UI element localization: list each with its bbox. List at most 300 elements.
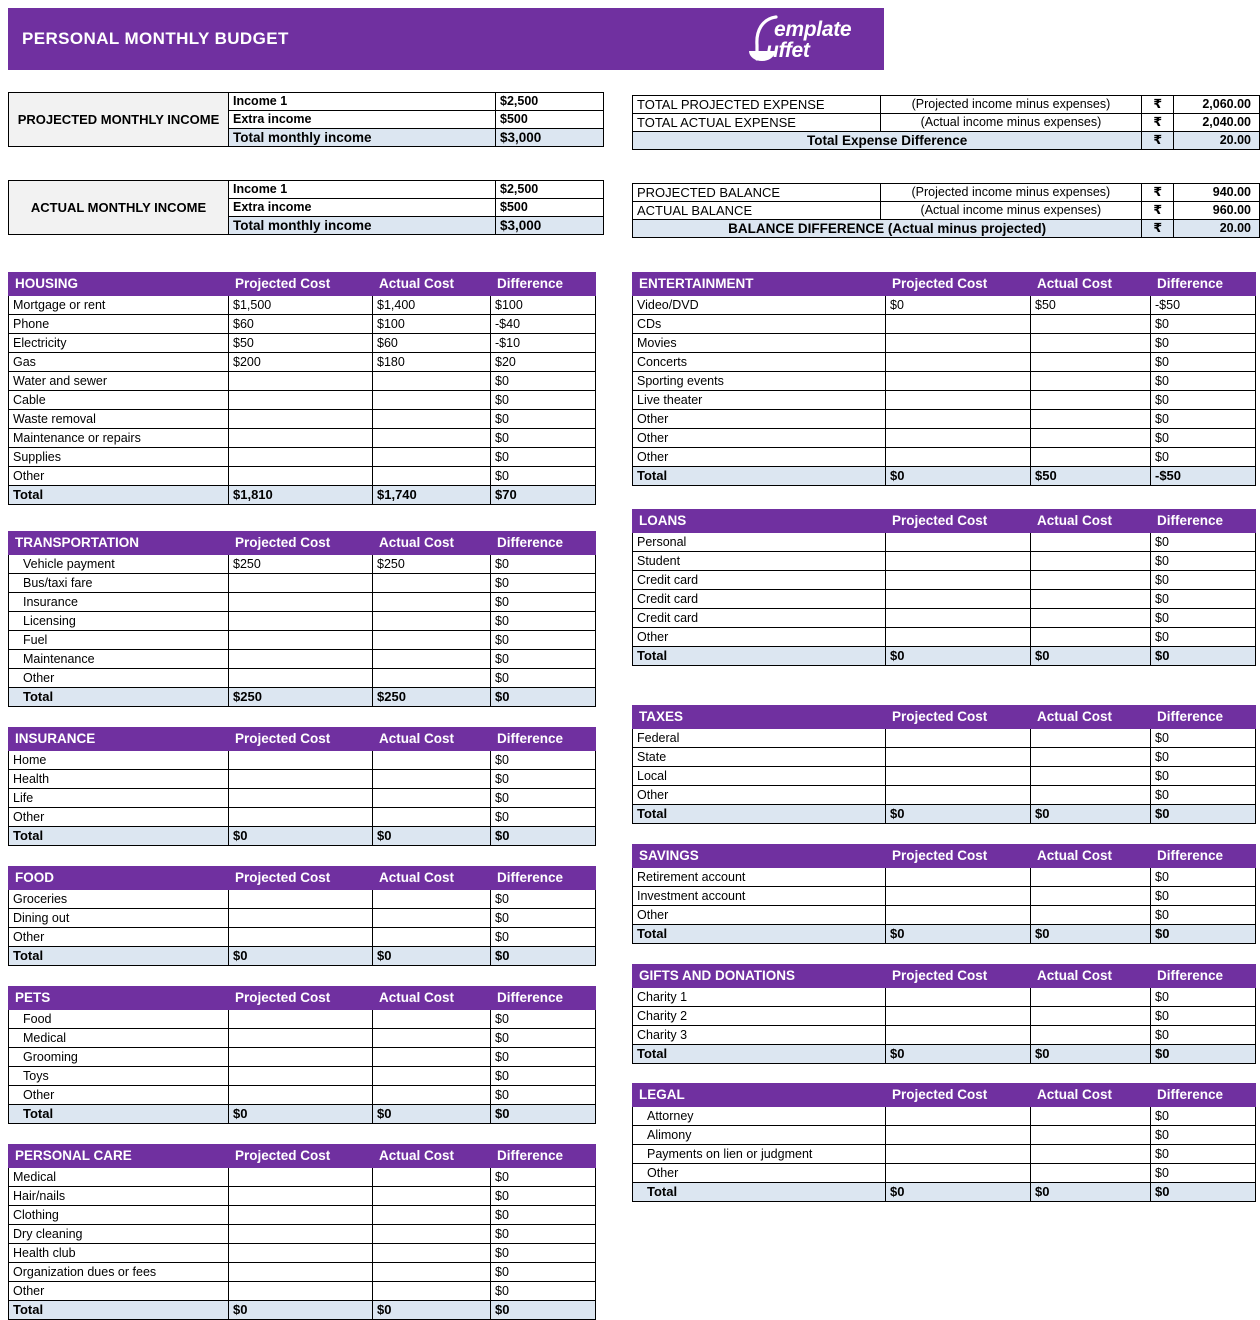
projected-cost-cell[interactable] [229, 448, 373, 467]
income-item-label[interactable]: Income 1 [229, 93, 496, 111]
difference-cell[interactable]: $0 [1151, 1107, 1256, 1126]
expense-item-label[interactable]: Other [633, 1164, 886, 1183]
difference-cell[interactable]: $0 [491, 890, 596, 909]
actual-cost-cell[interactable] [1031, 372, 1151, 391]
projected-cost-cell[interactable] [886, 906, 1031, 925]
expense-item-label[interactable]: Other [633, 906, 886, 925]
expense-item-label[interactable]: Other [9, 669, 229, 688]
projected-cost-cell[interactable] [886, 887, 1031, 906]
actual-cost-cell[interactable] [1031, 1145, 1151, 1164]
difference-cell[interactable]: $0 [491, 391, 596, 410]
difference-cell[interactable]: $0 [1151, 353, 1256, 372]
actual-cost-cell[interactable] [373, 1010, 491, 1029]
expense-item-label[interactable]: Hair/nails [9, 1187, 229, 1206]
actual-cost-cell[interactable] [1031, 729, 1151, 748]
difference-cell[interactable]: $0 [1151, 590, 1256, 609]
expense-item-label[interactable]: Federal [633, 729, 886, 748]
projected-cost-cell[interactable] [229, 574, 373, 593]
expense-item-label[interactable]: Electricity [9, 334, 229, 353]
table-row [633, 1145, 1256, 1164]
difference-cell[interactable]: $0 [1151, 748, 1256, 767]
projected-cost-cell[interactable] [229, 631, 373, 650]
difference-cell[interactable]: $0 [491, 928, 596, 947]
projected-cost-cell[interactable] [229, 1244, 373, 1263]
difference-cell[interactable]: -$50 [1151, 296, 1256, 315]
expense-item-label[interactable]: Supplies [9, 448, 229, 467]
projected-cost-cell[interactable] [886, 552, 1031, 571]
actual-cost-cell[interactable] [373, 808, 491, 827]
actual-cost-cell[interactable] [1031, 1007, 1151, 1026]
actual-cost-cell[interactable] [1031, 988, 1151, 1007]
expense-item-label[interactable]: Charity 3 [633, 1026, 886, 1045]
expense-item-label[interactable]: Other [9, 928, 229, 947]
projected-cost-cell[interactable] [886, 590, 1031, 609]
difference-cell[interactable]: $0 [491, 410, 596, 429]
expense-item-label[interactable]: Student [633, 552, 886, 571]
expense-item-label[interactable]: Insurance [9, 593, 229, 612]
expense-item-label[interactable]: Bus/taxi fare [9, 574, 229, 593]
expense-item-label[interactable]: Credit card [633, 571, 886, 590]
income-item-label[interactable]: Total monthly income [229, 217, 496, 235]
difference-cell[interactable]: $0 [491, 1067, 596, 1086]
expense-item-label[interactable]: Health club [9, 1244, 229, 1263]
projected-cost-cell[interactable] [886, 372, 1031, 391]
actual-cost-cell[interactable] [373, 391, 491, 410]
actual-cost-cell[interactable] [1031, 1026, 1151, 1045]
difference-cell[interactable]: $0 [491, 612, 596, 631]
difference-cell[interactable]: $0 [491, 555, 596, 574]
actual-cost-cell[interactable] [373, 1168, 491, 1187]
projected-cost-cell[interactable] [229, 1067, 373, 1086]
summary-highlight-amount[interactable]: 20.00 [1174, 220, 1260, 238]
difference-cell[interactable]: $0 [1151, 429, 1256, 448]
actual-cost-cell[interactable] [1031, 1107, 1151, 1126]
projected-cost-cell[interactable] [886, 391, 1031, 410]
projected-cost-cell[interactable] [886, 628, 1031, 647]
actual-cost-cell[interactable] [1031, 429, 1151, 448]
total-row [633, 805, 1256, 824]
expense-item-label[interactable]: Investment account [633, 887, 886, 906]
projected-cost-cell[interactable] [886, 448, 1031, 467]
projected-cost-cell[interactable] [886, 786, 1031, 805]
actual-cost-cell[interactable] [373, 631, 491, 650]
expense-item-label[interactable]: Vehicle payment [9, 555, 229, 574]
actual-cost-cell[interactable] [1031, 552, 1151, 571]
projected-cost-cell[interactable] [886, 748, 1031, 767]
projected-cost-cell[interactable] [886, 1026, 1031, 1045]
expense-item-label[interactable]: Live theater [633, 391, 886, 410]
projected-cost-cell[interactable] [229, 650, 373, 669]
actual-cost-cell[interactable] [373, 751, 491, 770]
expense-item-label[interactable]: Other [633, 786, 886, 805]
difference-cell[interactable]: $0 [491, 593, 596, 612]
actual-cost-cell[interactable] [1031, 1164, 1151, 1183]
projected-cost-cell[interactable] [229, 1187, 373, 1206]
difference-cell[interactable]: $0 [1151, 767, 1256, 786]
difference-cell[interactable]: $0 [1151, 1026, 1256, 1045]
difference-cell[interactable]: $0 [491, 1010, 596, 1029]
table-row [9, 555, 596, 574]
difference-cell[interactable]: $0 [1151, 786, 1256, 805]
projected-cost-cell[interactable] [229, 1168, 373, 1187]
actual-cost-cell[interactable] [1031, 609, 1151, 628]
projected-cost-cell[interactable] [229, 1282, 373, 1301]
expense-item-label[interactable]: Groceries [9, 890, 229, 909]
difference-cell[interactable]: $0 [1151, 552, 1256, 571]
difference-cell[interactable]: $0 [1151, 1126, 1256, 1145]
difference-cell[interactable]: -$40 [491, 315, 596, 334]
expense-item-label[interactable]: Other [633, 628, 886, 647]
expense-item-label[interactable]: Other [633, 410, 886, 429]
projected-cost-cell[interactable]: $1,500 [229, 296, 373, 315]
difference-cell[interactable]: $0 [1151, 410, 1256, 429]
difference-cell[interactable]: $0 [491, 751, 596, 770]
currency-symbol: ₹ [1142, 132, 1174, 150]
actual-cost-cell[interactable] [373, 1086, 491, 1105]
actual-cost-cell[interactable] [1031, 410, 1151, 429]
difference-cell[interactable]: $0 [491, 1187, 596, 1206]
difference-cell[interactable]: $0 [1151, 729, 1256, 748]
difference-cell[interactable]: $0 [1151, 988, 1256, 1007]
difference-cell[interactable]: $0 [491, 789, 596, 808]
expense-item-label[interactable]: Other [9, 1086, 229, 1105]
difference-cell[interactable]: $0 [491, 372, 596, 391]
actual-cost-cell[interactable] [1031, 334, 1151, 353]
actual-cost-cell[interactable] [373, 1263, 491, 1282]
column-header-projected: Projected Cost [886, 706, 1031, 729]
actual-cost-cell[interactable]: $1,400 [373, 296, 491, 315]
table-row [633, 748, 1256, 767]
expense-item-label[interactable]: Sporting events [633, 372, 886, 391]
difference-cell[interactable]: $0 [1151, 391, 1256, 410]
expense-item-label[interactable]: Other [9, 1282, 229, 1301]
actual-cost-cell[interactable] [373, 467, 491, 486]
actual-cost-cell[interactable] [373, 1067, 491, 1086]
projected-cost-cell[interactable] [886, 609, 1031, 628]
difference-cell[interactable]: $0 [491, 770, 596, 789]
expense-item-label[interactable]: Alimony [633, 1126, 886, 1145]
difference-cell[interactable]: $0 [1151, 1145, 1256, 1164]
difference-cell[interactable]: $20 [491, 353, 596, 372]
projected-cost-cell[interactable]: $60 [229, 315, 373, 334]
difference-cell[interactable]: $0 [491, 1225, 596, 1244]
expense-item-label[interactable]: Waste removal [9, 410, 229, 429]
income-item-value[interactable]: $3,000 [496, 129, 604, 147]
summary-row-amount[interactable]: 940.00 [1174, 184, 1260, 202]
expense-item-label[interactable]: Other [633, 429, 886, 448]
income-item-value[interactable]: $500 [496, 199, 604, 217]
summary-highlight-amount[interactable]: 20.00 [1174, 132, 1260, 150]
difference-cell[interactable]: $0 [1151, 868, 1256, 887]
expense-item-label[interactable]: Concerts [633, 353, 886, 372]
income-item-value[interactable]: $500 [496, 111, 604, 129]
summary-row-amount[interactable]: 2,040.00 [1174, 114, 1260, 132]
difference-cell[interactable]: $0 [491, 1263, 596, 1282]
projected-cost-cell[interactable] [229, 612, 373, 631]
projected-cost-cell[interactable] [229, 467, 373, 486]
projected-cost-cell[interactable] [229, 391, 373, 410]
actual-cost-cell[interactable] [373, 928, 491, 947]
table-row [9, 410, 596, 429]
expense-item-label[interactable]: Water and sewer [9, 372, 229, 391]
actual-cost-cell[interactable] [1031, 748, 1151, 767]
projected-cost-cell[interactable] [229, 751, 373, 770]
difference-cell[interactable]: $0 [491, 448, 596, 467]
actual-cost-cell[interactable] [1031, 533, 1151, 552]
expense-item-label[interactable]: Maintenance [9, 650, 229, 669]
actual-cost-cell[interactable] [373, 612, 491, 631]
difference-cell[interactable]: $0 [491, 429, 596, 448]
difference-cell[interactable]: $0 [491, 1086, 596, 1105]
income-item-value[interactable]: $2,500 [496, 93, 604, 111]
actual-cost-cell[interactable] [373, 890, 491, 909]
projected-cost-cell[interactable]: $200 [229, 353, 373, 372]
actual-cost-cell[interactable] [1031, 1126, 1151, 1145]
projected-cost-cell[interactable] [229, 1048, 373, 1067]
actual-cost-cell[interactable] [373, 1206, 491, 1225]
projected-cost-cell[interactable] [229, 669, 373, 688]
difference-cell[interactable]: $0 [1151, 315, 1256, 334]
expense-item-label[interactable]: Health [9, 770, 229, 789]
expense-item-label[interactable]: Clothing [9, 1206, 229, 1225]
projected-cost-cell[interactable] [229, 593, 373, 612]
column-header-difference: Difference [491, 532, 596, 555]
actual-cost-cell[interactable] [373, 770, 491, 789]
projected-cost-cell[interactable] [229, 1225, 373, 1244]
summary-row-amount[interactable]: 2,060.00 [1174, 96, 1260, 114]
actual-cost-cell[interactable] [373, 1187, 491, 1206]
actual-cost-cell[interactable] [1031, 571, 1151, 590]
projected-cost-cell[interactable] [886, 353, 1031, 372]
projected-cost-cell[interactable] [229, 372, 373, 391]
actual-cost-cell[interactable] [1031, 906, 1151, 925]
difference-cell[interactable]: $0 [491, 1206, 596, 1225]
income-item-label[interactable]: Extra income [229, 199, 496, 217]
actual-cost-cell[interactable] [373, 1029, 491, 1048]
actual-cost-cell[interactable]: $250 [373, 555, 491, 574]
actual-cost-cell[interactable] [373, 372, 491, 391]
actual-cost-cell[interactable] [373, 1048, 491, 1067]
table-row [633, 571, 1256, 590]
difference-cell[interactable]: $0 [491, 1168, 596, 1187]
actual-cost-cell[interactable] [1031, 767, 1151, 786]
projected-cost-cell[interactable] [229, 789, 373, 808]
expense-item-label[interactable]: Life [9, 789, 229, 808]
actual-cost-cell[interactable] [1031, 315, 1151, 334]
expense-item-label[interactable]: Gas [9, 353, 229, 372]
income-item-value[interactable]: $2,500 [496, 181, 604, 199]
actual-cost-cell[interactable] [1031, 353, 1151, 372]
total-difference: $0 [491, 947, 596, 966]
actual-cost-cell[interactable] [373, 448, 491, 467]
income-item-label[interactable]: Income 1 [229, 181, 496, 199]
projected-cost-cell[interactable] [886, 1007, 1031, 1026]
actual-cost-cell[interactable] [373, 650, 491, 669]
projected-cost-cell[interactable] [886, 1126, 1031, 1145]
difference-cell[interactable]: $0 [491, 467, 596, 486]
expense-item-label[interactable]: Other [9, 808, 229, 827]
expense-item-label[interactable]: Maintenance or repairs [9, 429, 229, 448]
expense-item-label[interactable]: Dining out [9, 909, 229, 928]
category-header-row [9, 532, 596, 555]
expense-item-label[interactable]: CDs [633, 315, 886, 334]
difference-cell[interactable]: $0 [1151, 609, 1256, 628]
difference-cell[interactable]: $0 [1151, 448, 1256, 467]
expense-item-label[interactable]: Cable [9, 391, 229, 410]
projected-cost-cell[interactable] [886, 315, 1031, 334]
expense-item-label[interactable]: Credit card [633, 590, 886, 609]
actual-cost-cell[interactable] [373, 909, 491, 928]
difference-cell[interactable]: -$10 [491, 334, 596, 353]
currency-symbol: ₹ [1142, 96, 1174, 114]
expense-item-label[interactable]: Other [9, 467, 229, 486]
projected-cost-cell[interactable] [886, 729, 1031, 748]
expense-item-label[interactable]: Mortgage or rent [9, 296, 229, 315]
projected-cost-cell[interactable] [886, 1145, 1031, 1164]
projected-cost-cell[interactable] [886, 334, 1031, 353]
actual-cost-cell[interactable] [1031, 590, 1151, 609]
category-title: ENTERTAINMENT [633, 273, 886, 296]
difference-cell[interactable]: $0 [491, 574, 596, 593]
income-item-label[interactable]: Extra income [229, 111, 496, 129]
difference-cell[interactable]: $0 [1151, 334, 1256, 353]
projected-cost-cell[interactable] [229, 410, 373, 429]
difference-cell[interactable]: $0 [491, 1048, 596, 1067]
expense-item-label[interactable]: Other [633, 448, 886, 467]
summary-row-amount[interactable]: 960.00 [1174, 202, 1260, 220]
projected-cost-cell[interactable] [886, 429, 1031, 448]
actual-cost-cell[interactable] [373, 429, 491, 448]
expense-item-label[interactable]: Phone [9, 315, 229, 334]
projected-cost-cell[interactable] [886, 988, 1031, 1007]
difference-cell[interactable]: $0 [491, 1244, 596, 1263]
projected-cost-cell[interactable] [229, 808, 373, 827]
difference-cell[interactable]: $100 [491, 296, 596, 315]
expense-item-label[interactable]: Organization dues or fees [9, 1263, 229, 1282]
expense-item-label[interactable]: Credit card [633, 609, 886, 628]
difference-cell[interactable]: $0 [491, 650, 596, 669]
expense-item-label[interactable]: Local [633, 767, 886, 786]
actual-cost-cell[interactable] [373, 410, 491, 429]
actual-cost-cell[interactable]: $180 [373, 353, 491, 372]
table-row [633, 906, 1256, 925]
difference-cell[interactable]: $0 [1151, 1007, 1256, 1026]
actual-cost-cell[interactable] [1031, 868, 1151, 887]
difference-cell[interactable]: $0 [491, 909, 596, 928]
difference-cell[interactable]: $0 [491, 669, 596, 688]
expense-item-label[interactable]: Charity 2 [633, 1007, 886, 1026]
income-item-value[interactable]: $3,000 [496, 217, 604, 235]
actual-cost-cell[interactable] [373, 1282, 491, 1301]
difference-cell[interactable]: $0 [1151, 906, 1256, 925]
expense-item-label[interactable]: Home [9, 751, 229, 770]
projected-cost-cell[interactable] [229, 1086, 373, 1105]
actual-cost-cell[interactable]: $100 [373, 315, 491, 334]
difference-cell[interactable]: $0 [491, 808, 596, 827]
expense-item-label[interactable]: Video/DVD [633, 296, 886, 315]
table-row [9, 1187, 596, 1206]
expense-item-label[interactable]: Medical [9, 1168, 229, 1187]
expense-item-label[interactable]: Movies [633, 334, 886, 353]
expense-item-label[interactable]: Payments on lien or judgment [633, 1145, 886, 1164]
actual-cost-cell[interactable] [373, 574, 491, 593]
actual-cost-cell[interactable]: $60 [373, 334, 491, 353]
difference-cell[interactable]: $0 [1151, 571, 1256, 590]
income-table [8, 180, 604, 235]
difference-cell[interactable]: $0 [1151, 887, 1256, 906]
projected-cost-cell[interactable] [886, 410, 1031, 429]
expense-item-label[interactable]: Toys [9, 1067, 229, 1086]
projected-cost-cell[interactable] [229, 429, 373, 448]
summary-row-name: ACTUAL BALANCE [633, 202, 881, 220]
table-row [9, 612, 596, 631]
actual-cost-cell[interactable] [373, 593, 491, 612]
expense-item-label[interactable]: Charity 1 [633, 988, 886, 1007]
difference-cell[interactable]: $0 [1151, 628, 1256, 647]
difference-cell[interactable]: $0 [1151, 372, 1256, 391]
expense-item-label[interactable]: State [633, 748, 886, 767]
projected-cost-cell[interactable] [886, 533, 1031, 552]
actual-cost-cell[interactable] [373, 1225, 491, 1244]
actual-cost-cell[interactable] [1031, 628, 1151, 647]
projected-cost-cell[interactable] [229, 890, 373, 909]
expense-item-label[interactable]: Dry cleaning [9, 1225, 229, 1244]
actual-cost-cell[interactable] [1031, 887, 1151, 906]
difference-cell[interactable]: $0 [491, 1282, 596, 1301]
projected-cost-cell[interactable]: $250 [229, 555, 373, 574]
actual-cost-cell[interactable] [1031, 786, 1151, 805]
projected-cost-cell[interactable] [229, 1010, 373, 1029]
total-label: Total [9, 827, 229, 846]
difference-cell[interactable]: $0 [1151, 1164, 1256, 1183]
projected-cost-cell[interactable] [886, 868, 1031, 887]
difference-cell[interactable]: $0 [491, 631, 596, 650]
expense-item-label[interactable]: Grooming [9, 1048, 229, 1067]
projected-cost-cell[interactable] [886, 767, 1031, 786]
expense-item-label[interactable]: Medical [9, 1029, 229, 1048]
actual-cost-cell[interactable] [1031, 448, 1151, 467]
projected-cost-cell[interactable]: $0 [886, 296, 1031, 315]
projected-cost-cell[interactable] [229, 1206, 373, 1225]
column-header-difference: Difference [1151, 1084, 1256, 1107]
projected-cost-cell[interactable] [229, 928, 373, 947]
actual-cost-cell[interactable] [373, 669, 491, 688]
actual-cost-cell[interactable]: $50 [1031, 296, 1151, 315]
projected-cost-cell[interactable]: $50 [229, 334, 373, 353]
expense-item-label[interactable]: Personal [633, 533, 886, 552]
projected-cost-cell[interactable] [229, 1029, 373, 1048]
actual-cost-cell[interactable] [373, 789, 491, 808]
projected-cost-cell[interactable] [229, 909, 373, 928]
difference-cell[interactable]: $0 [1151, 533, 1256, 552]
actual-cost-cell[interactable] [1031, 391, 1151, 410]
expense-item-label[interactable]: Fuel [9, 631, 229, 650]
projected-cost-cell[interactable] [886, 1164, 1031, 1183]
projected-cost-cell[interactable] [229, 1263, 373, 1282]
actual-cost-cell[interactable] [373, 1244, 491, 1263]
expense-item-label[interactable]: Retirement account [633, 868, 886, 887]
projected-cost-cell[interactable] [229, 770, 373, 789]
total-difference: $0 [491, 1301, 596, 1320]
income-item-label[interactable]: Total monthly income [229, 129, 496, 147]
expense-item-label[interactable]: Attorney [633, 1107, 886, 1126]
table-row [633, 868, 1256, 887]
projected-cost-cell[interactable] [886, 571, 1031, 590]
expense-item-label[interactable]: Food [9, 1010, 229, 1029]
expense-item-label[interactable]: Licensing [9, 612, 229, 631]
projected-cost-cell[interactable] [886, 1107, 1031, 1126]
difference-cell[interactable]: $0 [491, 1029, 596, 1048]
